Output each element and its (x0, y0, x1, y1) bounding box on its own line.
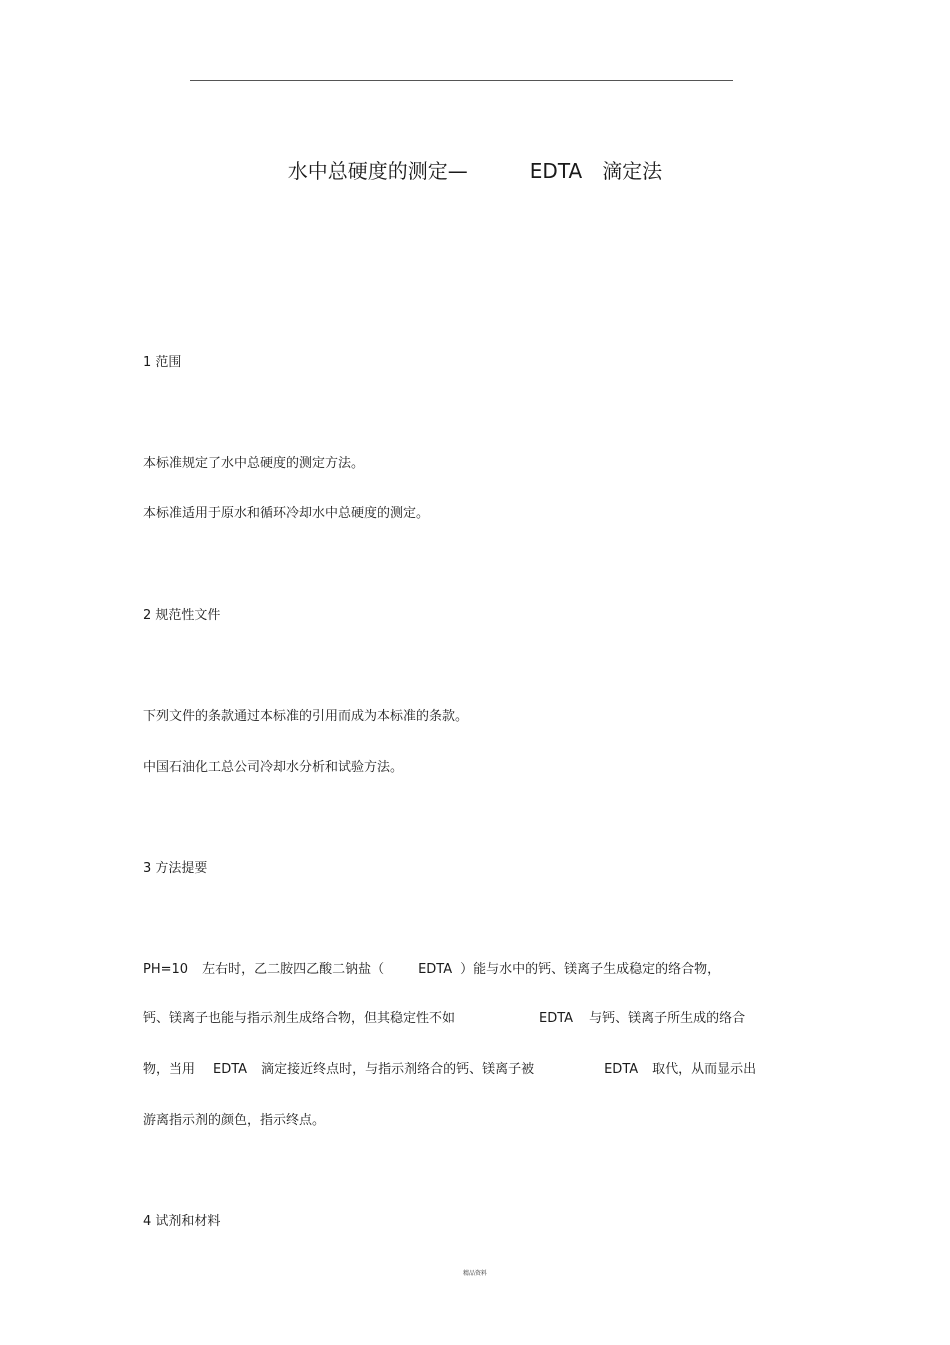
text-segment: EDTA (604, 1062, 639, 1077)
section-1-heading: 1 范围 (143, 355, 182, 370)
text-segment: 取代，从而显示出 (652, 1062, 757, 1077)
section-3-line-4: 游离指示剂的颜色，指示终点。 (143, 1113, 326, 1128)
text-segment: 滴定接近终点时，与指示剂络合的钙、镁离子被 (261, 1062, 535, 1077)
section-2-paragraph-1: 下列文件的条款通过本标准的引用而成为本标准的条款。 (143, 709, 469, 724)
section-1-paragraph-2: 本标准适用于原水和循环冷却水中总硬度的测定。 (143, 506, 430, 521)
section-2-heading: 2 规范性文件 (143, 608, 221, 623)
section-3-line-1 (143, 962, 720, 978)
section-3-line-2 (143, 1011, 745, 1027)
text-segment: EDTA (418, 962, 453, 977)
header-rule (190, 80, 733, 81)
section-4-heading: 4 试剂和材料 (143, 1214, 221, 1229)
text-segment: EDTA (213, 1062, 248, 1077)
title-part-1: 水中总硬度的测定— (287, 159, 468, 183)
text-segment: 钙、镁离子也能与指示剂生成络合物，但其稳定性不如 (143, 1011, 456, 1026)
section-3-heading: 3 方法提要 (143, 861, 208, 876)
text-segment: PH=10 (143, 962, 189, 977)
text-segment: 物，当用 (143, 1062, 196, 1077)
text-segment: 与钙、镁离子所生成的络合 (589, 1011, 746, 1026)
section-2-paragraph-2: 中国石油化工总公司冷却水分析和试验方法。 (143, 760, 404, 775)
section-3-line-3 (143, 1062, 756, 1078)
text-segment: 左右时，乙二胺四乙酸二钠盐（ (202, 962, 385, 977)
text-segment: ）能与水中的钙、镁离子生成稳定的络合物， (460, 962, 721, 977)
section-1-paragraph-1: 本标准规定了水中总硬度的测定方法。 (143, 456, 365, 471)
title-part-method: 滴定法 (602, 159, 663, 183)
title-part-edta: EDTA (529, 159, 583, 183)
document-title (0, 155, 950, 184)
text-segment: EDTA (539, 1011, 574, 1026)
page-footer: 精品资料 (462, 1270, 487, 1277)
